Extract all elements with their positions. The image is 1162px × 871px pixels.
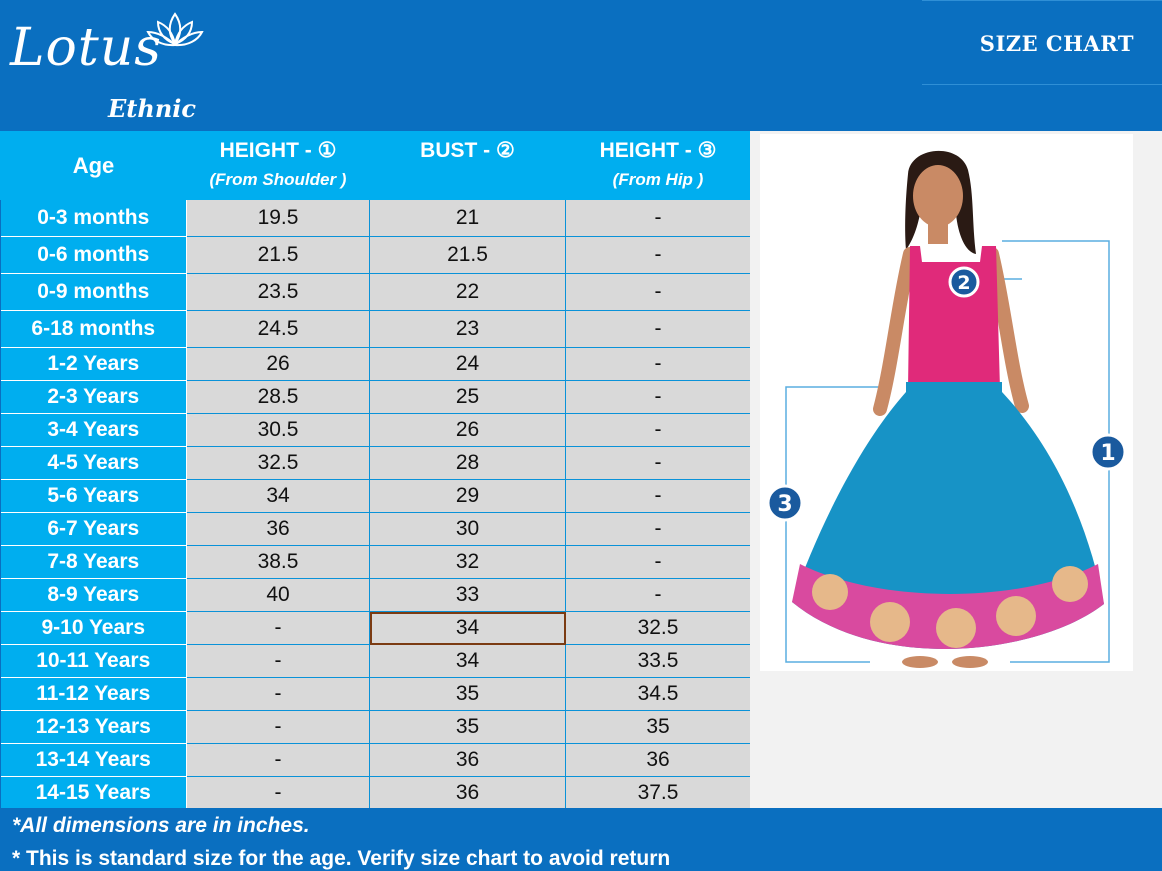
- height-hip-cell[interactable]: -: [566, 546, 751, 579]
- col-header-height-hip: [566, 132, 751, 200]
- table-row: [1, 645, 751, 678]
- height-hip-cell[interactable]: -: [566, 513, 751, 546]
- age-cell[interactable]: 11-12 Years: [1, 678, 187, 711]
- height-shoulder-cell[interactable]: 32.5: [187, 447, 370, 480]
- table-row: [1, 414, 751, 447]
- size-table-container: [0, 131, 750, 808]
- footer-note-units: *All dimensions are in inches.: [12, 814, 310, 837]
- table-row: [1, 237, 751, 274]
- bust-cell[interactable]: 29: [370, 480, 566, 513]
- bust-cell[interactable]: 32: [370, 546, 566, 579]
- age-cell[interactable]: 3-4 Years: [1, 414, 187, 447]
- age-cell[interactable]: 9-10 Years: [1, 612, 187, 645]
- height-hip-cell[interactable]: -: [566, 200, 751, 237]
- age-cell[interactable]: 14-15 Years: [1, 777, 187, 810]
- image-panel: [750, 131, 1162, 808]
- height-shoulder-cell[interactable]: 36: [187, 513, 370, 546]
- bust-cell[interactable]: 28: [370, 447, 566, 480]
- table-row: [1, 546, 751, 579]
- height-hip-cell[interactable]: 35: [566, 711, 751, 744]
- height-shoulder-cell[interactable]: -: [187, 678, 370, 711]
- table-row: [1, 447, 751, 480]
- title-box: [922, 0, 1162, 85]
- height-shoulder-cell[interactable]: 24.5: [187, 311, 370, 348]
- bust-cell[interactable]: 35: [370, 711, 566, 744]
- height-shoulder-cell[interactable]: 23.5: [187, 274, 370, 311]
- bust-cell[interactable]: 35: [370, 678, 566, 711]
- age-cell[interactable]: 6-7 Years: [1, 513, 187, 546]
- col-header-height3-sub: (From Hip ): [612, 170, 704, 189]
- height-hip-cell[interactable]: -: [566, 447, 751, 480]
- size-table: [0, 131, 751, 810]
- col-header-height3-label: HEIGHT - ③: [599, 139, 717, 162]
- height-shoulder-cell[interactable]: 40: [187, 579, 370, 612]
- marker-1-label: 1: [1100, 441, 1116, 466]
- height-shoulder-cell[interactable]: -: [187, 645, 370, 678]
- table-row: [1, 513, 751, 546]
- footer-note-standard: * This is standard size for the age. Verify size chart to avoid return: [12, 847, 671, 870]
- age-cell[interactable]: 13-14 Years: [1, 744, 187, 777]
- bust-cell[interactable]: 21: [370, 200, 566, 237]
- marker-1-icon: [1091, 435, 1125, 469]
- height-hip-cell[interactable]: -: [566, 348, 751, 381]
- bust-cell[interactable]: 24: [370, 348, 566, 381]
- table-row: [1, 579, 751, 612]
- age-cell[interactable]: 12-13 Years: [1, 711, 187, 744]
- col-header-height-shoulder: [187, 132, 370, 200]
- table-row: [1, 678, 751, 711]
- height-shoulder-cell[interactable]: 30.5: [187, 414, 370, 447]
- header: [0, 0, 1162, 131]
- age-cell[interactable]: 1-2 Years: [1, 348, 187, 381]
- table-row: [1, 200, 751, 237]
- height-shoulder-cell[interactable]: -: [187, 777, 370, 810]
- height-shoulder-cell[interactable]: 34: [187, 480, 370, 513]
- bust-cell[interactable]: 36: [370, 744, 566, 777]
- table-row: [1, 480, 751, 513]
- height-shoulder-cell[interactable]: 21.5: [187, 237, 370, 274]
- height-hip-cell[interactable]: 34.5: [566, 678, 751, 711]
- table-row: [1, 612, 751, 645]
- col-header-bust-label: BUST - ②: [420, 139, 515, 162]
- marker-2-icon: [950, 268, 978, 296]
- height-hip-cell[interactable]: -: [566, 480, 751, 513]
- height-shoulder-cell[interactable]: 19.5: [187, 200, 370, 237]
- bust-cell[interactable]: 33: [370, 579, 566, 612]
- height-hip-cell[interactable]: 33.5: [566, 645, 751, 678]
- table-row: [1, 311, 751, 348]
- height-hip-cell[interactable]: 36: [566, 744, 751, 777]
- bust-cell[interactable]: 23: [370, 311, 566, 348]
- brand-name: Lotus: [10, 18, 162, 78]
- age-cell[interactable]: 4-5 Years: [1, 447, 187, 480]
- height-shoulder-cell[interactable]: -: [187, 744, 370, 777]
- table-row: [1, 711, 751, 744]
- age-cell[interactable]: 5-6 Years: [1, 480, 187, 513]
- height-hip-cell[interactable]: -: [566, 311, 751, 348]
- footer: [0, 808, 1162, 871]
- height-hip-cell[interactable]: 37.5: [566, 777, 751, 810]
- age-cell[interactable]: 0-9 months: [1, 274, 187, 311]
- age-cell[interactable]: 7-8 Years: [1, 546, 187, 579]
- table-row: [1, 348, 751, 381]
- bust-cell[interactable]: 30: [370, 513, 566, 546]
- height-hip-cell[interactable]: -: [566, 381, 751, 414]
- col-header-bust: [370, 132, 566, 200]
- height-hip-cell[interactable]: 32.5: [566, 612, 751, 645]
- height-hip-cell[interactable]: -: [566, 237, 751, 274]
- height-hip-cell[interactable]: -: [566, 579, 751, 612]
- table-body: [1, 200, 751, 810]
- table-row: [1, 744, 751, 777]
- age-cell[interactable]: 2-3 Years: [1, 381, 187, 414]
- model-photo: [760, 134, 1133, 671]
- age-cell[interactable]: 10-11 Years: [1, 645, 187, 678]
- bust-cell[interactable]: 25: [370, 381, 566, 414]
- page-title: SIZE CHART: [979, 31, 1134, 56]
- bust-cell[interactable]: 26: [370, 414, 566, 447]
- col-header-height1-label: HEIGHT - ①: [219, 139, 337, 162]
- height-shoulder-cell[interactable]: -: [187, 612, 370, 645]
- age-cell[interactable]: 6-18 months: [1, 311, 187, 348]
- col-header-age: Age: [1, 132, 187, 200]
- bust-cell[interactable]: 34: [370, 645, 566, 678]
- table-row: [1, 381, 751, 414]
- age-cell[interactable]: 0-6 months: [1, 237, 187, 274]
- height-shoulder-cell[interactable]: -: [187, 711, 370, 744]
- bust-cell[interactable]: 22: [370, 274, 566, 311]
- height-shoulder-cell[interactable]: 28.5: [187, 381, 370, 414]
- bust-cell[interactable]: 21.5: [370, 237, 566, 274]
- table-row: [1, 274, 751, 311]
- height-shoulder-cell[interactable]: 26: [187, 348, 370, 381]
- table-row: [1, 777, 751, 810]
- col-header-height1-sub: (From Shoulder ): [209, 170, 347, 189]
- bust-cell[interactable]: 34: [370, 612, 566, 645]
- age-cell[interactable]: 0-3 months: [1, 200, 187, 237]
- brand-subtitle: Ethnic: [108, 94, 197, 123]
- age-cell[interactable]: 8-9 Years: [1, 579, 187, 612]
- height-hip-cell[interactable]: -: [566, 414, 751, 447]
- marker-3-label: 3: [777, 492, 793, 517]
- marker-3-icon: [768, 486, 802, 520]
- bust-cell[interactable]: 36: [370, 777, 566, 810]
- height-hip-cell[interactable]: -: [566, 274, 751, 311]
- brand-logo: [10, 8, 230, 126]
- height-shoulder-cell[interactable]: 38.5: [187, 546, 370, 579]
- marker-2-label: 2: [957, 272, 971, 294]
- table-header-row: [1, 132, 751, 200]
